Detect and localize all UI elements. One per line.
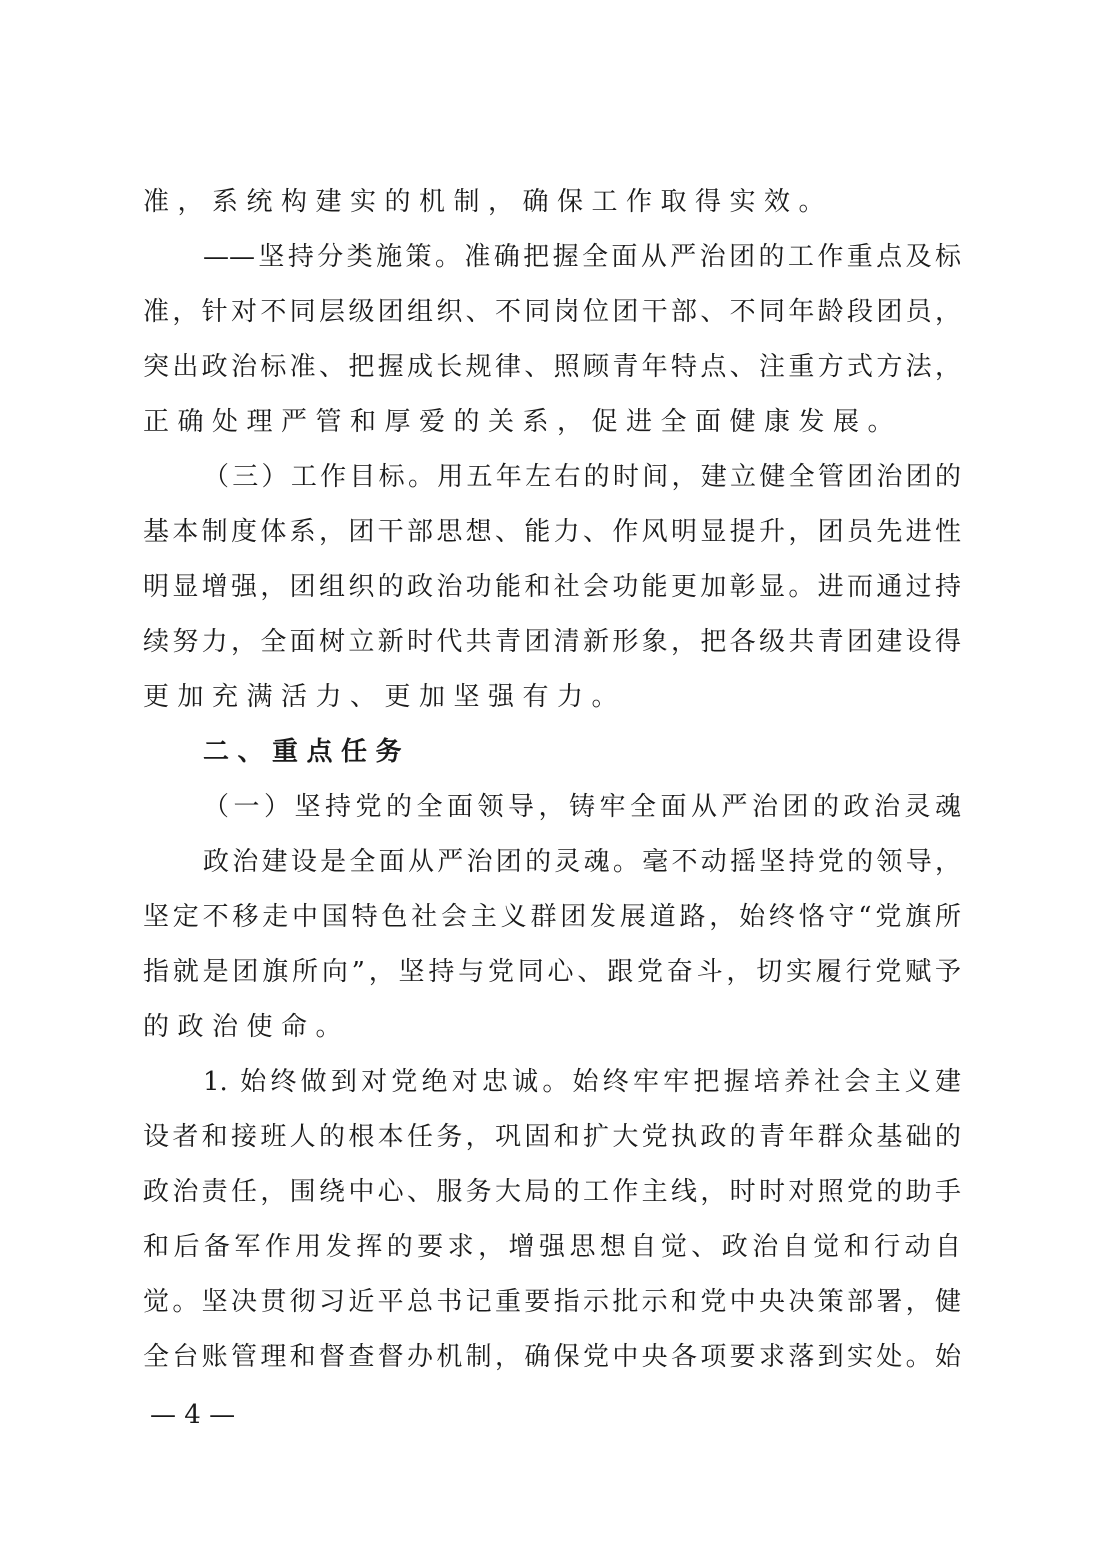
text-line-7: 基本制度体系，团干部思想、能力、作风明显提升，团员先进性 (143, 517, 961, 547)
text-line-19: 政治责任，围绕中心、服务大局的工作主线，时时对照党的助手 (143, 1177, 961, 1207)
text-line-10: 更加充满活力、更加坚强有力。 (143, 682, 627, 712)
text-line-15: 指就是团旗所向”，坚持与党同心、跟党奋斗，切实履行党赋予 (143, 957, 961, 987)
text-line-2: ——坚持分类施策。准确把握全面从严治团的工作重点及标 (203, 242, 961, 272)
text-line-14: 坚定不移走中国特色社会主义群团发展道路，始终恪守“党旗所 (143, 902, 961, 932)
section-heading-key-tasks: 二、重点任务 (203, 737, 411, 767)
text-line-20: 和后备军作用发挥的要求，增强思想自觉、政治自觉和行动自 (143, 1232, 961, 1262)
subsection-heading-1: （一）坚持党的全面领导，铸牢全面从严治团的政治灵魂 (203, 792, 961, 822)
text-line-22: 全台账管理和督查督办机制，确保党中央各项要求落到实处。始 (143, 1342, 961, 1372)
text-line-1: 准，系统构建实的机制，确保工作取得实效。 (143, 187, 834, 217)
text-line-16: 的政治使命。 (143, 1012, 351, 1042)
text-line-9: 续努力，全面树立新时代共青团清新形象，把各级共青团建设得 (143, 627, 961, 657)
text-line-13: 政治建设是全面从严治团的灵魂。毫不动摇坚持党的领导， (203, 847, 961, 877)
text-line-5: 正确处理严管和厚爱的关系，促进全面健康发展。 (143, 407, 903, 437)
text-line-21: 觉。坚决贯彻习近平总书记重要指示批示和党中央决策部署，健 (143, 1287, 961, 1317)
section-goal-line: （三）工作目标。用五年左右的时间，建立健全管团治团的 (203, 462, 961, 492)
text-line-8: 明显增强，团组织的政治功能和社会功能更加彰显。进而通过持 (143, 572, 961, 602)
text-line-18: 设者和接班人的根本任务，巩固和扩大党执政的青年群众基础的 (143, 1122, 961, 1152)
page-number: — 4 — (150, 1400, 236, 1430)
text-line-4: 突出政治标准、把握成长规律、照顾青年特点、注重方式方法， (143, 352, 961, 382)
text-line-17: 1. 始终做到对党绝对忠诚。始终牢牢把握培养社会主义建 (203, 1067, 961, 1097)
text-line-3: 准，针对不同层级团组织、不同岗位团干部、不同年龄段团员， (143, 297, 961, 327)
